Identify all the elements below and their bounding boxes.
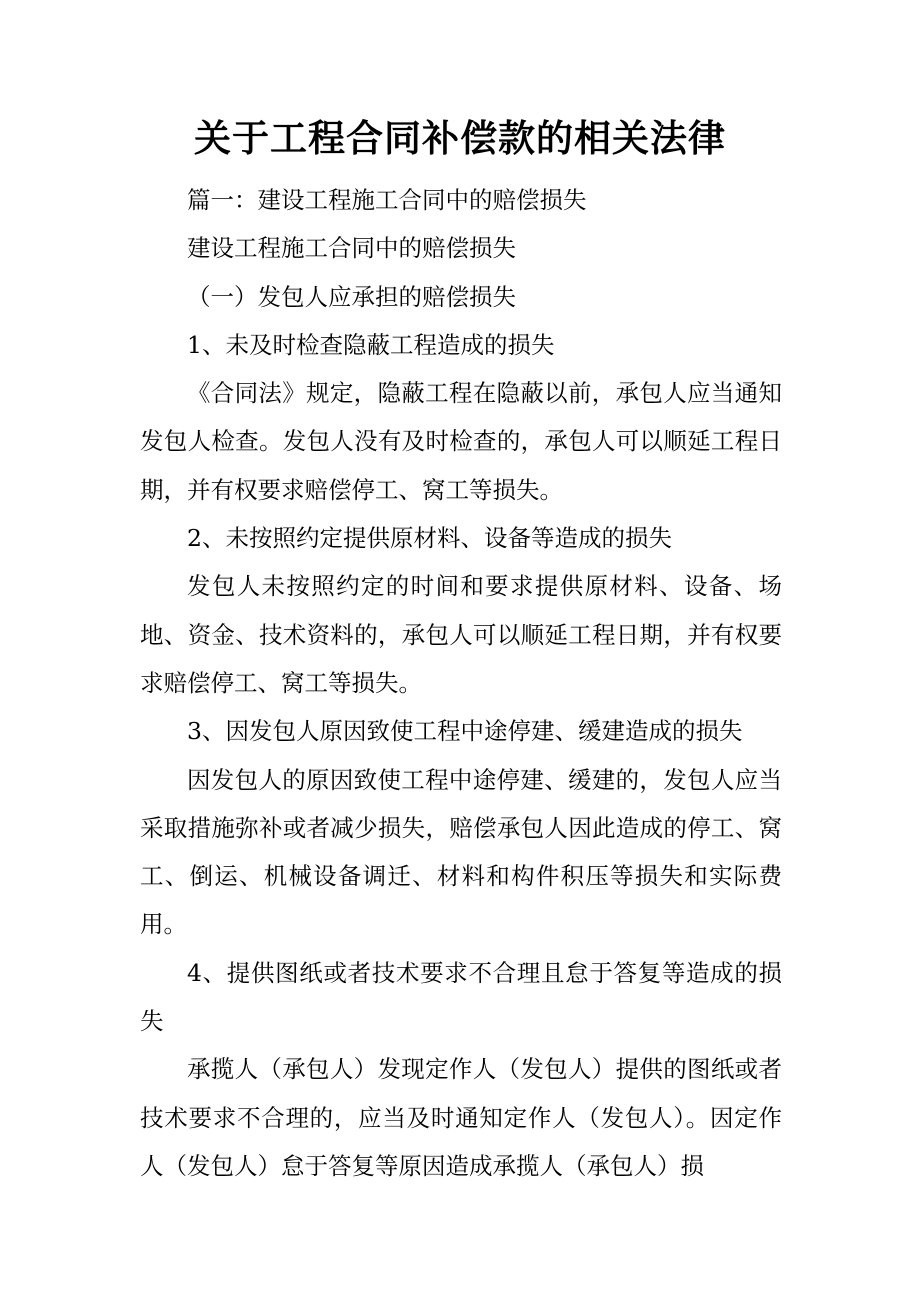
paragraph-item-1-body: 《合同法》规定，隐蔽工程在隐蔽以前，承包人应当通知发包人检查。发包人没有及时检查的，承包人可以顺延工程日期，并有权要求赔偿停工、窝工等损失。	[140, 379, 782, 504]
paragraph-item-1-heading: 1、未及时检查隐蔽工程造成的损失	[187, 330, 555, 359]
paragraph-item-2-body: 发包人未按照约定的时间和要求提供原材料、设备、场地、资金、技术资料的，承包人可以顺延工程日期，并有权要求赔偿停工、窝工等损失。	[140, 572, 782, 697]
paragraph-heading-1: （一）发包人应承担的赔偿损失	[187, 282, 516, 311]
paragraph-section-heading: 篇一：建设工程施工合同中的赔偿损失	[187, 186, 587, 214]
paragraph-subtitle: 建设工程施工合同中的赔偿损失	[187, 234, 516, 263]
paragraph-item-3-heading: 3、因发包人原因致使工程中途停建、缓建造成的损失	[187, 717, 743, 746]
paragraph-item-3-body: 因发包人的原因致使工程中途停建、缓建的，发包人应当采取措施弥补或者减少损失，赔偿承包人因此造成的停工、窝工、倒运、机械设备调迁、材料和构件积压等损失和实际费用。	[140, 765, 782, 939]
document-body	[140, 176, 782, 1190]
document-title: 关于工程合同补偿款的相关法律	[194, 116, 726, 160]
paragraph-item-2-heading: 2、未按照约定提供原材料、设备等造成的损失	[187, 524, 672, 553]
paragraph-item-4-heading: 4、提供图纸或者技术要求不合理且怠于答复等造成的损失	[140, 958, 782, 1036]
paragraph-item-4-body: 承揽人（承包人）发现定作人（发包人）提供的图纸或者技术要求不合理的，应当及时通知定作人（发包人）。因定作人（发包人）怠于答复等原因造成承揽人（承包人）损	[140, 1055, 782, 1180]
